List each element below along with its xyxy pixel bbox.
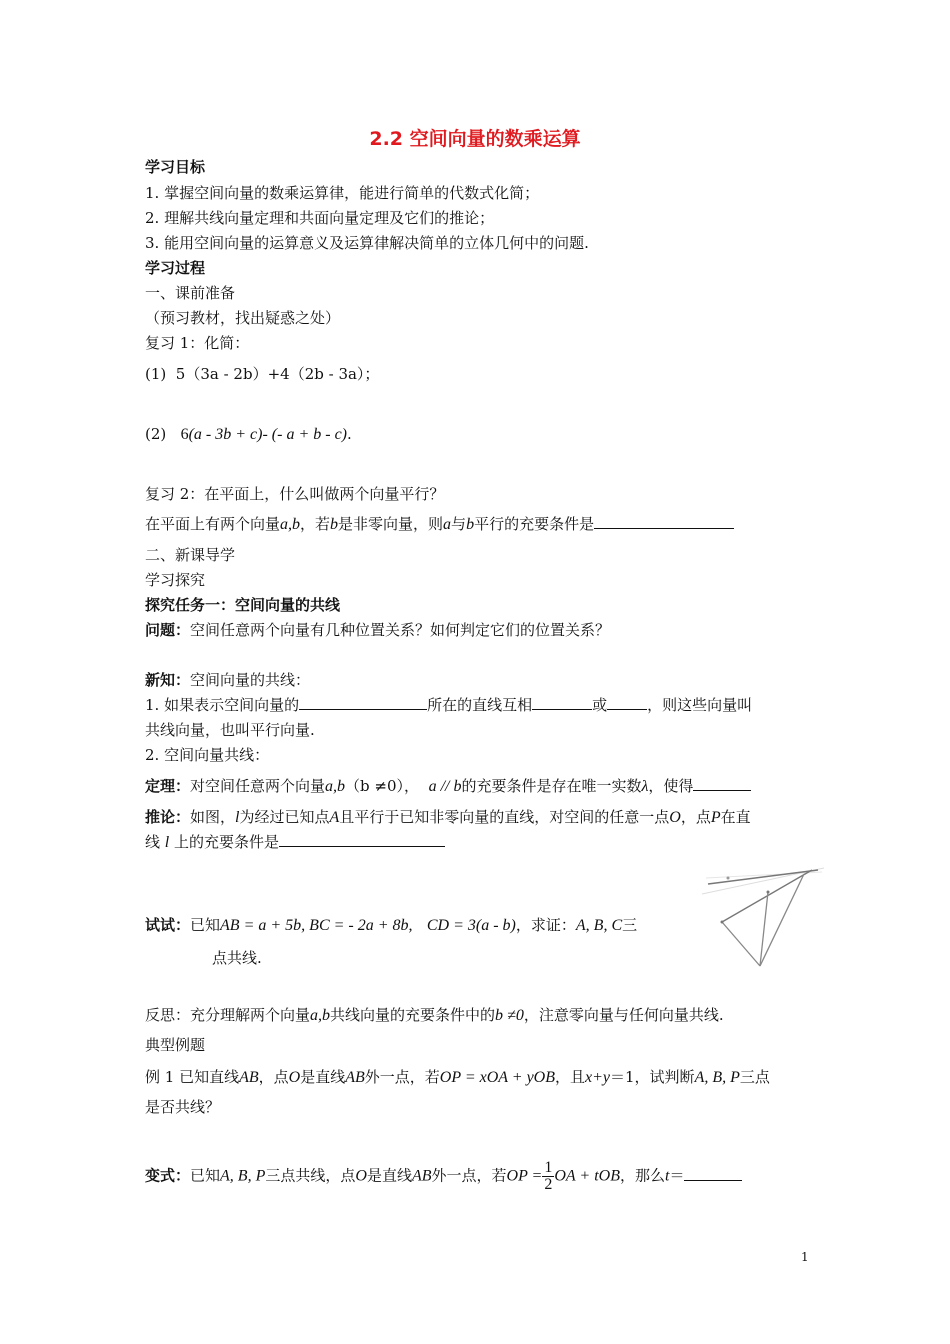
text-run: 在平面上有两个向量 [145,515,281,533]
math-expression: AB = a + 5b, BC = - 2a + 8b, [220,917,413,934]
text-run: ，且 [555,1068,586,1086]
math-expression: OP = xOA + yOB [439,1069,555,1086]
math-var: A, B, P [220,1167,266,1185]
corollary-line2 [145,832,445,853]
text-run: 对空间任意两个向量 [190,777,326,795]
newknow-label: 新知： [145,671,191,689]
text-run: ，若 [300,515,331,533]
answer-blank [594,514,734,529]
math-var: b [330,516,339,533]
question-text: 空间任意两个向量有几种位置关系？如何判定它们的位置关系？ [190,621,611,639]
answer-blank [607,695,647,710]
text-run: 例 1 已知直线 [145,1068,240,1086]
item-number: (2) [145,425,167,443]
text-run: 是直线 [300,1068,346,1086]
subsection-heading: 学习探究 [145,571,206,589]
math-var: O [355,1167,367,1185]
try-label: 试试： [145,916,191,934]
math-var: x+y [585,1069,611,1086]
math-var: a,b [325,778,346,795]
text-run: ＝1，试判断 [610,1068,695,1086]
math-expression: OA + tOB [554,1167,620,1185]
math-expression: a // b [428,778,462,795]
text-run: 平行的充要条件是 [474,515,595,533]
answer-blank [684,1166,742,1181]
math-expression: (a - 3b + c) [188,426,263,443]
text-run: 已知 [190,1166,221,1185]
fraction [542,1160,554,1193]
fraction-denominator: 2 [544,1176,553,1193]
math-condition: b ≠0 [495,1007,524,1024]
newknow-text: 空间向量的共线： [190,671,311,689]
math-var: O [288,1069,301,1086]
text-run: ，则这些向量叫 [647,696,753,714]
math-var: l [235,809,240,826]
question-label: 问题： [145,621,191,639]
text-run: ，那么 [619,1166,665,1185]
fraction-numerator: 1 [544,1159,553,1176]
newknow-item2: 2. 空间向量共线： [145,746,270,764]
text-run: 共线向量的充要条件中的 [330,1006,496,1024]
variant-line [145,1160,742,1193]
text-run: 上的充要条件是 [174,833,280,851]
text-run: ，求证： [515,916,576,934]
newknow-item1 [145,695,752,715]
review2-text [145,514,734,535]
text-run: 外一点，若 [431,1166,507,1185]
math-var: a,b [280,516,301,533]
task-heading: 探究任务一：空间向量的共线 [145,596,341,614]
text-run: ，点 [258,1068,289,1086]
reflect-line [145,1005,724,1026]
theorem-line [145,776,751,797]
answer-blank [279,832,445,847]
math-var: AB [239,1069,259,1086]
math-expression: 5（3a - 2b）+4（2b - 3a）； [175,365,380,383]
item-number: (1) [145,365,167,383]
answer-blank [299,695,427,710]
text-run: ，使得 [648,777,694,795]
text-run: 三点共线，点 [265,1166,356,1185]
text-run: 反思：充分理解两个向量 [145,1006,311,1024]
text-run: 的充要条件是存在唯一实数 [461,777,642,795]
text-run: 或 [592,696,608,714]
section-heading: 二、新课导学 [145,546,236,564]
review1-label: 复习 1：化简： [145,334,250,352]
corollary-label: 推论： [145,808,191,826]
math-var: a,b [310,1007,331,1024]
answer-blank [693,776,751,791]
math-var: A [329,809,340,826]
process-heading: 学习过程 [145,259,206,277]
examples-heading: 典型例题 [145,1036,206,1054]
question-line [145,620,610,640]
text-run: 1. 如果表示空间向量的 [145,696,300,714]
text-run: 线 [145,833,161,851]
example1-line2: 是否共线？ [145,1098,221,1116]
newknow-item1-line2: 共线向量，也叫平行向量. [145,721,315,739]
math-var: a [443,516,452,533]
objectives-heading: 学习目标 [145,158,206,176]
text-run: 与 [451,515,467,533]
text-run: 已知 [190,916,221,934]
section-heading: 一、课前准备 [145,284,236,302]
text-run: 且平行于已知非零向量的直线，对空间的任意一点 [339,808,670,826]
math-var: l [164,834,170,851]
math-end: . [347,425,352,443]
math-operator: - [262,426,272,443]
math-expression: CD = 3 [426,917,476,934]
try-line2: 点共线. [212,949,262,967]
math-var: A, B, P [694,1069,740,1086]
line-diagram-figure [700,866,828,970]
math-var: t [664,1167,670,1185]
math-var: P [710,809,721,826]
math-var: b [466,516,475,533]
try-line [145,915,637,936]
review1-item1 [145,364,379,384]
answer-blank [532,695,592,710]
objective-item: 3. 能用空间向量的运算意义及运算律解决简单的立体几何中的问题. [145,234,589,252]
example1-line [145,1067,770,1088]
theorem-label: 定理： [145,777,191,795]
text-run: 如图， [190,808,236,826]
corollary-line [145,807,751,828]
text-run: ＝ [669,1166,685,1185]
variant-label: 变式： [145,1166,191,1185]
text-run: ，注意零向量与任何向量共线. [523,1006,724,1024]
math-expression: OP = [506,1167,543,1185]
newknow-line [145,670,310,690]
objective-item: 1. 掌握空间向量的数乘运算律，能进行简单的代数式化简； [145,184,540,202]
text-run: 是非零向量，则 [338,515,444,533]
text-run: ，点 [680,808,711,826]
math-var: A, B, C [575,917,623,934]
math-coefficient: 6 [180,426,189,443]
page-title: 2.2 空间向量的数乘运算 [369,128,581,150]
math-expression: (a - b) [475,917,516,934]
text-run: 在直 [720,808,751,826]
page-number: 1 [801,1250,809,1264]
text-run: 外一点，若 [364,1068,440,1086]
objective-item: 2. 理解共线向量定理和共面向量定理及它们的推论； [145,209,495,227]
math-var: λ [641,778,649,795]
text-run: 三点 [739,1068,770,1086]
text-run: 所在的直线互相 [427,696,533,714]
text-run: 是直线 [366,1166,412,1185]
text-run: 为经过已知点 [239,808,330,826]
math-condition: （b ≠0）， [345,777,420,795]
review1-item2 [145,424,352,445]
math-var: AB [411,1167,432,1185]
math-expression: (- a + b - c) [271,426,347,443]
preview-note: （预习教材，找出疑惑之处） [145,309,341,327]
review2-label: 复习 2：在平面上，什么叫做两个向量平行？ [145,485,445,503]
text-run: 三 [622,916,638,934]
math-var: AB [345,1069,365,1086]
math-var: O [669,809,681,826]
